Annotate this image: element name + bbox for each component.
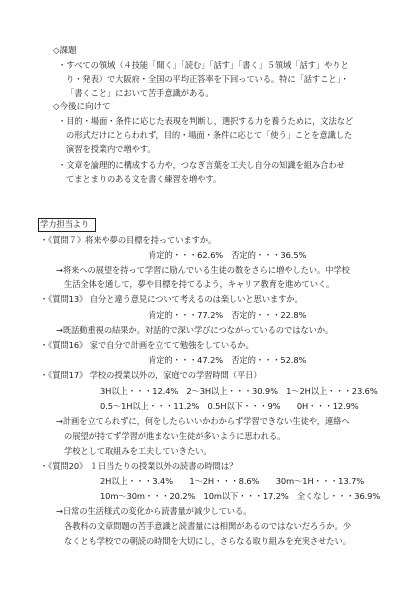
future-line: てまとまりのある文を書く練習を増やす。 — [66, 174, 222, 184]
future-line: ・文章を論理的に構成する力や，つなぎ言葉を工夫し自分の知識を組み合わせ — [58, 160, 345, 170]
survey-line: 肯定的・・・77.2% 否定的・・・22.8% — [148, 310, 307, 320]
issues-line: ・すべての領域（４技能「聞く」「読む」「話す」「書く」５領域「話す」やりと — [58, 60, 349, 70]
survey-line: 0.5～1H以上・・・11.2% 0.5H以下・・・9% 0H・・・12.9% — [100, 401, 359, 411]
survey-line: →計画を立てられずに，何をしたらいいかわからず学習できない生徒や，連絡へ — [56, 416, 350, 426]
survey-line: の展望が持てず学習が進まない生徒が多いように思われる。 — [64, 431, 286, 441]
survey-line: 各教科の文章問題の苦手意識と読書量には相関があるのではないだろうか。少 — [64, 521, 351, 531]
survey-line: ・《質問20》 １日当たりの授業以外の読書の時間は？ — [40, 461, 238, 471]
section-label: 学力担当より — [40, 219, 90, 229]
survey-line: ・《質問13》 自分と違う意見について考えるのは楽しいと思いますか。 — [40, 294, 303, 304]
survey-line: 10m～30m・・・20.2% 10m以下・・・17.2% 全くなし・・・36.9% — [100, 491, 381, 501]
survey-line: なくとも学校での朝読の時間を大切にし，さらなる取り組みを充実させたい。 — [64, 536, 351, 546]
survey-line: →将来への展望を持って学習に励んでいる生徒の数をさらに増やしたい。中学校 — [56, 265, 350, 275]
future-line: 演習を授業内で増やす。 — [66, 144, 156, 154]
survey-line: ・《質問16》 家で自分で計画を立てて勉強をしているか。 — [40, 340, 254, 350]
survey-line: ・《質問17》 学校の授業以外の，家庭での学習時間（平日） — [40, 370, 262, 380]
survey-line: 3H以上・・・12.4% 2～3H以上・・・30.9% 1～2H以上・・・23.6% — [100, 386, 378, 396]
issues-heading: ◇課題 — [53, 46, 77, 56]
survey-line: 肯定的・・・62.6% 否定的・・・36.5% — [148, 250, 307, 260]
future-line: ・目的・場面・条件に応じた表現を判断し，選択する力を養うために，文法など — [58, 116, 354, 126]
survey-line: 肯定的・・・47.2% 否定的・・・52.8% — [148, 355, 307, 365]
survey-line: 2H以上・・・3.4% 1～2H・・・8.6% 30m～1H・・・13.7% — [100, 476, 365, 486]
survey-line: 生活全体を通して，夢や目標を持てるよう，キャリア教育を進めていく。 — [64, 279, 335, 289]
issues-line: り・発表）で大阪府・全国の平均正答率を下回っている。特に「話すこと」・ — [66, 74, 349, 84]
future-heading: ◇今後に向けて — [53, 102, 111, 112]
issues-line: 「書くこと」において苦手意識がある。 — [66, 88, 214, 98]
survey-line: →既話動重視の結果か。対話的で深い学びにつながっているのではないか。 — [56, 325, 334, 335]
survey-line: 学校として取組みを工夫していきたい。 — [64, 446, 212, 456]
future-line: の形式だけにとらわれず，目的・場面・条件に応じて「使う」ことを意識した — [66, 130, 353, 140]
survey-line: →日常の生活様式の変化から読書量が減少している。 — [56, 506, 252, 516]
survey-line: ・《質問７》将来や夢の目標を持っていますか。 — [40, 235, 217, 245]
